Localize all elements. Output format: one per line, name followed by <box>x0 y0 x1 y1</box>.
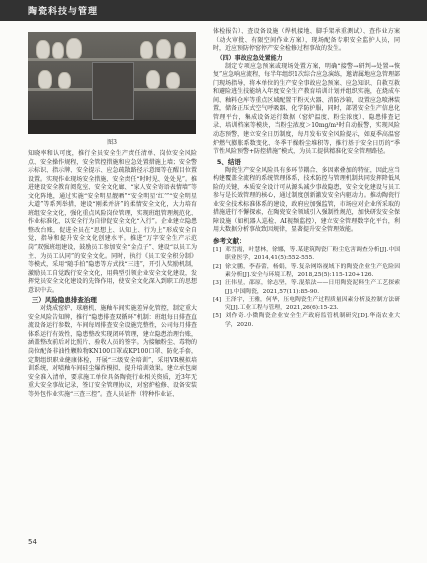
body-paragraph: 对烧成窑炉、球磨机、施釉车间实施差异化管控，制定重大安全风险告知牌，推行“隐患排查双循环”机制：班组每日排查直流设备运行参数，车间每周排查安全设施完整性，公司每月排查体系运行有效性，隐患整改实现闭环管理，建立隐患治理台账，涵盖整改前后对比照片、验收人员的签字。为接触粉尘、毒物的岗位配备非油性颗粒物KN100口罩或KP100口罩、防化手套，定期组织职业健康体检，开展“三级安全培训”，采用VR模拟培训系统，对喷釉车间硅尘爆炸模拟、提升培训效果。建立承包商安全准入清单，要求施工单位具备陶瓷行业相关资质，近3年无重大安全事故记录，签订安全管理协议，对窑炉检修、设备安装等外包作业实施“三查三控”。查人员证件（特种作业证、 <box>28 305 197 398</box>
figure-photo <box>28 32 196 134</box>
display-case <box>92 62 134 120</box>
vase <box>66 38 82 59</box>
conclusion-heading: 5、结语 <box>216 157 241 166</box>
body-paragraph: 制定专项应急预案或现场处置方案，明确“接警→研判→处置→恢复”应急响应流程，每半年组织1次综合应急演练，邀请属地应急管理部门现场指导，将本单位的生产安全事故应急预案、应急知识、自救互救和避险逃生技能纳入年度安全生产教育培训计划并组织实施，在烧成车间、釉料仓库等重点区域配置干粉灭火器、消防沙箱，设置应急喷淋装置，储备正压式空气呼吸器、化学防护服，同时，部署安全生产信息化管理平台，集成设备运行数据（窑炉温度、粉尘浓度）、隐患排查记录、培训档案等模块，当粉尘浓度＞10mg/m³时自动报警，实现风险动态预警，建立安全日历制度，每月发布安全风险提示，如夏季高温窑炉燃气膨胀系数变化、冬季干燥粉尘堆积等，推行基于安全日历的“季节性风险预警+防控措施”模式，为员工提供精准化安全管理路径。 <box>213 62 400 156</box>
figure-caption: 图3 <box>107 139 117 146</box>
reference-item <box>213 246 400 263</box>
body-paragraph: 知晓率和认可度，推行全员安全生产责任清单、岗位安全风险点、安全操作规程，安全管控措施和应急处置措施上墙；安全警示标识、指示牌、安全提示、应急疏散路径示意图等在醒目位置设置。实现作业现场安全措施、安全责任“时时见、处处见”。推进建设安全教育阅览室、安全文化廊、“家人安全寄语表情墙”等文化阵地，通过实施“安全明星靓晒”“安全明星‘红’”“安全明星大道”等系列举措，建设“刚柔并济”的柔情安全文化，大力培育班组安全文化，强化重点风险岗位管理，实现班组管理规范化、作业标准化，以安全行为自律促安全文化“入行”。企业建立隐患整改台账，促进全员在“思想上、认知上、行为上”形成安全自觉，指导和提升安全文化创建水平。推进“万字安全生产示范岗”双强班组建设，鼓励员工参加安全“金点子”、建设“以员工为主、为员工认同”的安全文化。同时，执行《员工安全积分制》等模式，采用“随手拍”隐患等方式找“三违”，开引入奖励机制，激励员工自觉践行安全文化，用典型引领企业安全文化建设，发挥党员安全文化建设的先锋作用，使安全文化深入到职工的思想意识中去。 <box>28 150 197 294</box>
section-heading: 三）风险隐患排查治理 <box>31 296 97 305</box>
vase <box>36 40 50 59</box>
journal-header <box>0 0 427 21</box>
vase <box>174 42 186 59</box>
vase <box>166 72 180 89</box>
reference-text: 刘作奇.小微陶瓷企业安全生产政府监管机制研究[D].华南农业大学，2020. <box>225 313 400 328</box>
reference-text: 汪伟星，邵原，徐志坚，等.混浆法——日用陶瓷泥料生产工艺探索[J].中国陶瓷，2021,57(11):85-90. <box>225 280 400 295</box>
reference-item <box>213 279 400 296</box>
reference-number: [3] <box>213 280 222 287</box>
references-heading: 参考文献： <box>213 237 246 246</box>
vase <box>146 70 160 89</box>
reference-item <box>213 312 400 329</box>
shelf <box>28 58 196 61</box>
right-column <box>213 28 400 329</box>
left-column <box>28 150 197 399</box>
vase <box>156 39 171 59</box>
reference-text: 邓雪霞，叶慧林，徐娜，等.某建筑陶瓷厂粉尘危害调查分析[J].中国职业医学，2014,41(5):552-555. <box>225 247 400 262</box>
reference-number: [5] <box>213 313 222 320</box>
floor <box>28 120 196 134</box>
vase <box>140 41 153 59</box>
reference-item <box>213 263 400 280</box>
reference-number: [2] <box>213 263 222 270</box>
reference-number: [1] <box>213 247 222 254</box>
reference-item <box>213 296 400 313</box>
reference-text: 徐文鹏，李春蕾，杨娟，等.复杂网络视域下的陶瓷企业生产危险因素分析[J].安全与环境工程，2018,25(5):115-120+126. <box>225 263 400 278</box>
body-paragraph: 体检报告）、查设备设施（焊机接地、脚手架承重测试）、查作业方案（动火审批、有限空间作业方案），现场配备专职安全监护人员，同时，近应预防停窑停产安全检修过程事故的发生。 <box>213 28 400 53</box>
reference-text: 王泽宇，王雅，何华，压电陶瓷生产过程质量因素分析及控制方法研究[J].工业工程与管理，2021,26(6):15-23. <box>225 296 400 312</box>
body-paragraph: 陶瓷生产安全风险具有多环节耦合、多因素叠加的特征，因此应当构建覆盖全流程的系统管理体系，技术防控与管理机制共同发挥降低风险的关键，本质安全设计可从源头减少事故隐患，安全文化建设与员工参与是长效管理的核心，通过制度创新激发安全内驱动力。推动陶瓷行业安全技术标准体系的建设，政府应加强监管，市场应对企业所采取的措施进行不懈探索，在陶瓷安全领域引入强制性规范，加快研发安全保障设施（如机器人巡检、AI视频监控），建立安全管理数字化平台，利用大数据分析事故致因规律，显著提升安全管理效能。 <box>213 166 400 234</box>
vase <box>52 42 64 59</box>
vase <box>58 72 71 89</box>
journal-title: 陶瓷科技与管理 <box>28 7 99 17</box>
vase <box>38 70 52 89</box>
section-heading: （四）事故应急处置能力 <box>216 54 283 62</box>
page-number: 54 <box>28 538 37 546</box>
reference-number: [4] <box>213 296 222 303</box>
